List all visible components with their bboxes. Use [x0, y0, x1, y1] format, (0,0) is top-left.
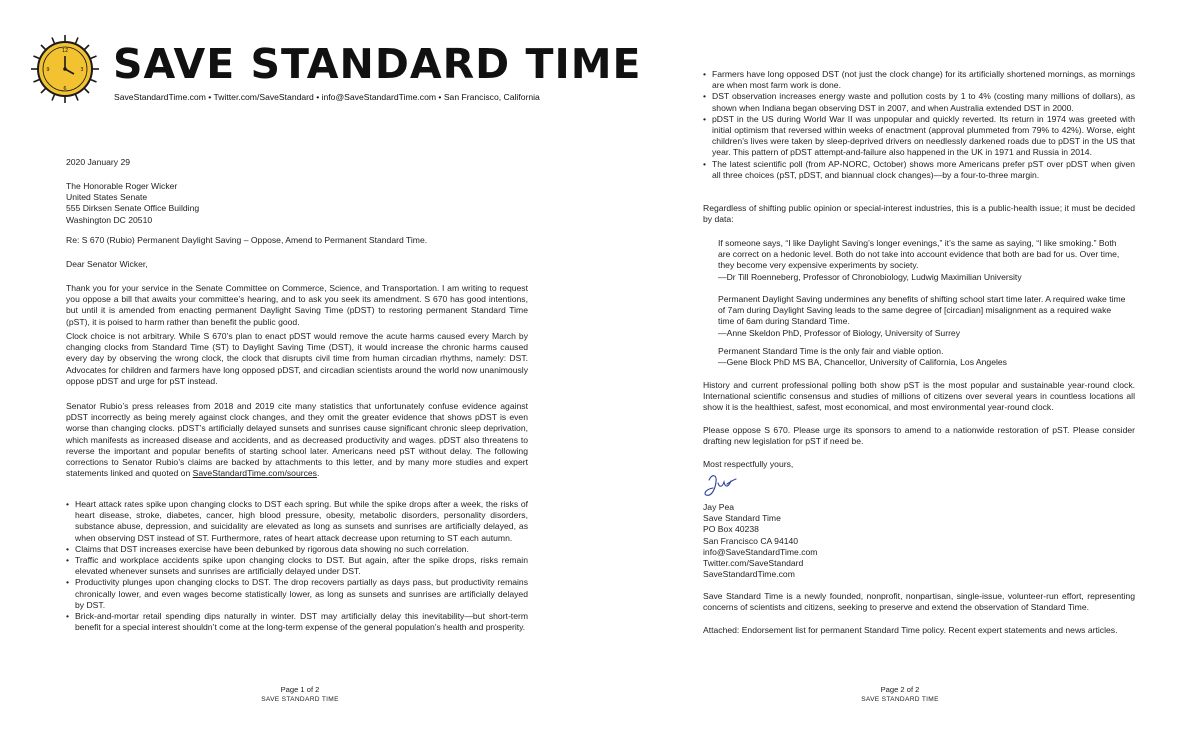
brand-title: SAVE STANDARD TIME	[113, 40, 642, 88]
signer-org: Save Standard Time	[703, 513, 781, 524]
quote-attribution: —Dr Till Roenneberg, Professor of Chronobiology, Ludwig Maximilian University	[718, 271, 1022, 282]
footer-org: SAVE STANDARD TIME	[861, 696, 939, 703]
salutation: Dear Senator Wicker,	[66, 259, 148, 269]
paragraph-about: Save Standard Time is a newly founded, nonprofit, nonpartisan, single-issue, volunteer-run effort, representing concerns of scientists and citizens, seeking to preserve and extend the observation of Standard Time.	[703, 591, 1135, 613]
quote-attribution: —Gene Block PhD MS BA, Chancellor, University of California, Los Angeles	[718, 357, 1007, 368]
page-number: Page 2 of 2	[880, 685, 920, 694]
footer-org: SAVE STANDARD TIME	[261, 696, 339, 703]
bullet-list-page-2	[703, 69, 1135, 181]
bullet-list-page-1	[66, 499, 528, 633]
recipient-line: Washington DC 20510	[66, 214, 153, 225]
quote-block	[718, 346, 1128, 368]
quote-skeldon	[718, 294, 1128, 339]
svg-text:9: 9	[46, 67, 50, 73]
list-item: • Claims that DST increases exercise have been debunked by rigorous data showing no such correlation.	[66, 544, 528, 555]
recipient-line: The Honorable Roger Wicker	[66, 181, 178, 191]
paragraph-history: History and current professional polling both show pST is the most popular and sustainable year-round clock. International scientific consensus and studies of millions of citizens over several years in countless locations all show it is the healthiest, safest, most economical, and most environmental year-round clock.	[703, 380, 1135, 413]
paragraph-rubio-text: Senator Rubio’s press releases from 2018 and 2019 cite many statistics that unfortunately confuse evidence against pDST incorrectly as being merely against clock changes, and they omit the greater evidence that shows pDST is even worse than changing clocks. pDST’s artificially delayed sunsets and sunrises cause significant chronic sleep deprivation, which manifests as increased disease and accidents, and as decreased productivity and wages. pDST also threatens to reverse the important and popular benefits of starting school later. Americans need pST without delay. The following corrections to Senator Rubio’s claims are backed by attachments to this letter, and by many more studies and expert statements linked and quoted on	[66, 401, 528, 479]
quote-text: Permanent Standard Time is the only fair and viable option.	[718, 346, 944, 356]
recipient-line: United States Senate	[66, 192, 148, 203]
paragraph-end-period: .	[316, 468, 320, 479]
signature-block	[703, 502, 817, 580]
recipient-line: 555 Dirksen Senate Office Building	[66, 203, 200, 214]
list-item: • The latest scientific poll (from AP-NORC, October) shows more Americans prefer pST over pDST when given all three choices (pST, pDST, and biannual clock changes)—by a four-to-three margin.	[703, 159, 1135, 181]
svg-text:6: 6	[63, 86, 67, 92]
page-footer-2	[600, 685, 1200, 705]
paragraph-regardless: Regardless of shifting public opinion or special-interest industries, this is a public-health issue; it must be decided by data:	[703, 203, 1135, 225]
signer-email: info@SaveStandardTime.com	[703, 546, 818, 557]
signer-twitter: Twitter.com/SaveStandard	[703, 558, 804, 569]
signer-city: San Francisco CA 94140	[703, 535, 799, 546]
list-item: • Productivity plunges upon changing clocks to DST. The drop recovers partially as days pass, but productivity remains chronically lower, and even wages become statistically lower, as long as sunsets and sunrises are artificially delayed by DST.	[66, 577, 528, 611]
list-item: • Brick-and-mortar retail spending dips naturally in winter. DST may artificially delay this inevitability—but short-term benefit for a special interest shouldn’t come at the long-term expense of the general population’s health and prosperity.	[66, 611, 528, 633]
signer-website: SaveStandardTime.com	[703, 569, 795, 580]
page-footer-1	[0, 685, 600, 705]
clock-sun-logo-icon	[30, 34, 100, 104]
sources-link[interactable]: SaveStandardTime.com/sources	[192, 468, 317, 479]
paragraph-rubio-claims	[66, 401, 528, 479]
quote-attribution: —Anne Skeldon PhD, Professor of Biology, University of Surrey	[718, 327, 961, 338]
svg-text:3: 3	[80, 67, 84, 73]
list-item: • pDST in the US during World War II was unpopular and quickly reverted. Its return in 1974 was greeted with initial optimism that reversed within weeks of enactment (approval plummeted from 79% to 42%). Worse, eight children’s lives were taken by sleep-deprived drivers on needlessly darkened roads due to pDST in the US that year. This pattern of pDST attempt-and-failure also happened in the UK in 1971 and Russia in 2014.	[703, 114, 1135, 159]
closing: Most respectfully yours,	[703, 459, 794, 469]
list-item: • Heart attack rates spike upon changing clocks to DST each spring. But while the spike drops after a week, the risks of heart disease, stroke, diabetes, cancer, high blood pressure, obesity, metabolic disorders, personality disorders, substance abuse, depression, and suicidality are elevated as long as sunsets and sunrises are artificially delayed, as when observing DST instead of ST. Furthermore, rates of heart attack decrease upon returning to ST each autumn.	[66, 499, 528, 544]
svg-text:12: 12	[61, 48, 69, 54]
recipient-address	[66, 181, 199, 226]
quote-text: Permanent Daylight Saving undermines any benefits of shifting school start time later. A required wake time of 7am during Daylight Saving leads to the same degree of [circadian] misalignment as a required wake time of 6am during Standard Time.	[718, 294, 1126, 327]
handwritten-signature-icon	[703, 470, 737, 500]
list-item: • Farmers have long opposed DST (not just the clock change) for its artificially shortened mornings, as mornings are when most farm work is done.	[703, 69, 1135, 91]
quote-roenneberg	[718, 238, 1128, 283]
letter-date: 2020 January 29	[66, 157, 131, 167]
paragraph-please: Please oppose S 670. Please urge its sponsors to amend to a nationwide restoration of pST. Please consider drafting new legislation for pST if need be.	[703, 425, 1135, 447]
page-number: Page 1 of 2	[280, 685, 320, 694]
signer-name: Jay Pea	[703, 502, 735, 512]
paragraph-clock-choice: Clock choice is not arbitrary. While S 670’s plan to enact pDST would remove the acute harms caused every March by changing clocks from Standard Time (ST) to Daylight Saving Time (DST), it would increase the chronic harms caused every day by observing the wrong clock, the clock that disrupts civil time from human circadian rhythms, namely: DST. Advocates for children and farmers have long opposed pDST, and circadian scientists around the world now unanimously oppose pDST and urge for pST instead.	[66, 331, 528, 386]
list-item: • Traffic and workplace accidents spike upon changing clocks to DST. But again, after the spike drops, risks remain elevated whenever sunsets and sunrises are artificially delayed under DST.	[66, 555, 528, 577]
paragraph-attached: Attached: Endorsement list for permanent Standard Time policy. Recent expert statements and news articles.	[703, 625, 1118, 635]
brand-contact-line: SaveStandardTime.com • Twitter.com/SaveStandard • info@SaveStandardTime.com • San Francisco, California	[114, 92, 540, 102]
paragraph-intro: Thank you for your service in the Senate Committee on Commerce, Science, and Transportation. I am writing to request you oppose a bill that awaits your committee’s hearing, and to ask you seek its amendment. S 670 has good intentions, but until it is amended from enacting permanent Daylight Saving Time (pDST) to restoring permanent Standard Time (pST), it is poised to harm rather than benefit the public good.	[66, 283, 528, 327]
signer-po-box: PO Box 40238	[703, 524, 759, 535]
quote-text: If someone says, “I like Daylight Saving’s longer evenings,” it’s the same as saying, “I like smoking.” Both are correct on a hedonic level. Both do not take into account evidence that both are bad for us. Over time, they become very expensive experiments by society.	[718, 238, 1120, 271]
list-item: • DST observation increases energy waste and pollution costs by 1 to 4% (costing many millions of dollars), as shown when Indiana began observing DST in 2007, and when Australia extended DST in 2000.	[703, 91, 1135, 113]
letter-subject: Re: S 670 (Rubio) Permanent Daylight Saving – Oppose, Amend to Permanent Standard Time.	[66, 235, 428, 245]
